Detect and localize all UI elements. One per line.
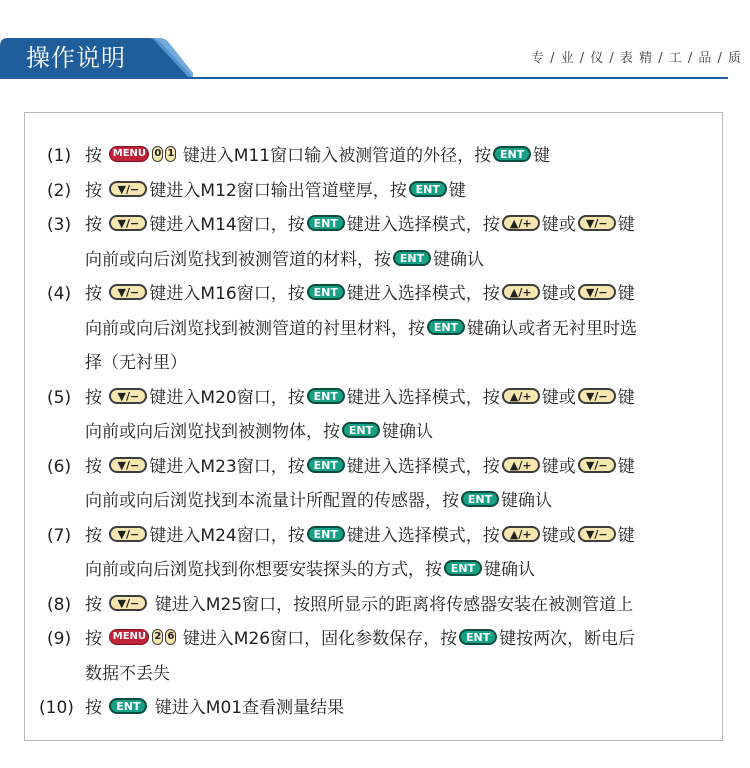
step-text: 键进入M14窗口，按: [149, 215, 305, 235]
ent-key: ENT: [393, 250, 431, 266]
step-text: 键进入M25窗口，按照所显示的距离将传感器安装在被测管道上: [154, 594, 634, 615]
step-text: 键进入M23窗口，按: [149, 456, 305, 477]
ent-key: ENT: [461, 491, 499, 507]
step-text: 键确认: [501, 491, 552, 511]
step-number: (6): [47, 456, 72, 477]
step-text: 向前或向后浏览找到被测管道的衬里材料，按: [85, 318, 425, 339]
step-number: (5): [47, 387, 72, 408]
page-title: 操作说明: [26, 44, 126, 72]
step-1: [25, 139, 724, 174]
step-text: 键进入选择模式，按: [346, 284, 500, 304]
up-key: ▲/+: [502, 388, 540, 404]
step-text: 键进入选择模式，按: [346, 387, 500, 408]
step-7-continued: [25, 553, 724, 588]
step-9-continued: [25, 657, 724, 692]
step-text: 按: [85, 284, 102, 304]
menu-key: MENU: [109, 146, 149, 162]
step-5-continued: [25, 415, 724, 450]
ent-key: ENT: [459, 629, 497, 645]
step-5: [25, 381, 724, 416]
ent-key: ENT: [427, 319, 465, 335]
step-text: 键进入选择模式，按: [346, 215, 500, 235]
step-text: 键进入M11窗口输入被测管道的外径，按: [182, 146, 492, 166]
step-7: [25, 519, 724, 554]
ent-key: ENT: [307, 457, 345, 473]
step-text: 键进入M16窗口，按: [149, 284, 305, 304]
digit-key: 6: [165, 629, 176, 645]
ent-key: ENT: [307, 526, 345, 542]
step-4: [25, 277, 724, 312]
step-text: 键或: [541, 387, 576, 408]
step-number: (4): [47, 284, 72, 304]
step-6: [25, 450, 724, 485]
down-key: ▼/−: [578, 526, 616, 542]
title-tab: [0, 38, 193, 78]
ent-key: ENT: [307, 388, 345, 404]
step-text: 键或: [541, 456, 576, 477]
down-key: ▼/−: [578, 388, 616, 404]
step-2: [25, 174, 724, 209]
step-text: 键: [617, 215, 635, 235]
step-text: 键: [617, 387, 635, 408]
step-text: 键: [617, 456, 635, 477]
step-10: [25, 691, 724, 726]
step-text: 按: [85, 180, 102, 201]
step-text: 键确认: [484, 560, 535, 580]
step-text: 键进入选择模式，按: [346, 525, 500, 546]
down-key: ▼/−: [578, 215, 616, 231]
step-text: 键进入M12窗口输出管道壁厚，按: [149, 180, 407, 201]
down-key: ▼/−: [578, 457, 616, 473]
step-number: (1): [47, 146, 72, 166]
instructions-box: [24, 112, 723, 741]
step-text: 数据不丢失: [85, 663, 170, 684]
step-number: (3): [47, 215, 72, 235]
step-text: 向前或向后浏览找到被测管道的材料，按: [85, 249, 391, 270]
step-text: 按: [85, 387, 102, 408]
step-text: 键进入M01查看测量结果: [154, 698, 345, 718]
step-text: 按: [85, 525, 102, 546]
step-text: 按: [85, 146, 102, 166]
up-key: ▲/+: [502, 284, 540, 300]
step-3: [25, 208, 724, 243]
step-number: (7): [47, 525, 72, 546]
digit-key: 0: [152, 146, 163, 162]
down-key: ▼/−: [109, 595, 147, 611]
ent-key: ENT: [409, 181, 447, 197]
step-8: [25, 588, 724, 623]
ent-key: ENT: [307, 284, 345, 300]
step-text: 按: [85, 456, 102, 477]
step-4-continued: [25, 312, 724, 347]
step-text: 向前或向后浏览找到被测物体，按: [85, 422, 340, 442]
slogan: 专 / 业 / 仪 / 表 精 / 工 / 品 / 质: [531, 51, 742, 66]
step-text: 键或: [541, 284, 576, 304]
up-key: ▲/+: [502, 215, 540, 231]
step-9: [25, 622, 724, 657]
step-text: 键: [448, 180, 466, 201]
step-text: 键或: [541, 215, 576, 235]
step-text: 择（无衬里）: [85, 353, 187, 373]
step-number: (10): [39, 698, 74, 718]
step-number: (8): [47, 594, 72, 615]
ent-key: ENT: [493, 146, 531, 162]
step-number: (9): [47, 629, 72, 649]
step-text: 键进入选择模式，按: [346, 456, 500, 477]
step-text: 键或: [541, 525, 576, 546]
ent-key: ENT: [444, 560, 482, 576]
step-text: 向前或向后浏览找到你想要安装探头的方式，按: [85, 560, 442, 580]
step-text: 按: [85, 698, 102, 718]
step-text: 按: [85, 594, 102, 615]
step-text: 键确认: [382, 422, 433, 442]
down-key: ▼/−: [109, 526, 147, 542]
step-text: 向前或向后浏览找到本流量计所配置的传感器，按: [85, 491, 459, 511]
down-key: ▼/−: [109, 457, 147, 473]
ent-key: ENT: [342, 422, 380, 438]
step-4-continued-2: [25, 346, 724, 381]
step-text: 键进入M26窗口，固化参数保存，按: [182, 629, 458, 649]
down-key: ▼/−: [109, 215, 147, 231]
step-text: 键进入M20窗口，按: [149, 387, 305, 408]
down-key: ▼/−: [109, 284, 147, 300]
ent-key: ENT: [307, 215, 345, 231]
steps-list: [25, 139, 724, 726]
step-text: 键按两次，断电后: [499, 629, 636, 649]
page-header: [0, 38, 750, 80]
digit-key: 2: [152, 629, 163, 645]
header-divider: [0, 77, 728, 79]
step-number: (2): [47, 180, 72, 201]
step-text: 按: [85, 629, 102, 649]
step-text: 键: [533, 146, 551, 166]
step-text: 键: [617, 525, 635, 546]
step-text: 按: [85, 215, 102, 235]
step-6-continued: [25, 484, 724, 519]
step-text: 键: [617, 284, 635, 304]
down-key: ▼/−: [109, 181, 147, 197]
step-text: 键确认: [433, 249, 484, 270]
up-key: ▲/+: [502, 457, 540, 473]
step-3-continued: [25, 243, 724, 278]
down-key: ▼/−: [109, 388, 147, 404]
down-key: ▼/−: [578, 284, 616, 300]
ent-key: ENT: [109, 698, 147, 714]
menu-key: MENU: [109, 629, 149, 645]
step-text: 键进入M24窗口，按: [149, 525, 305, 546]
digit-key: 1: [165, 146, 176, 162]
step-text: 键确认或者无衬里时选: [467, 318, 637, 339]
up-key: ▲/+: [502, 526, 540, 542]
